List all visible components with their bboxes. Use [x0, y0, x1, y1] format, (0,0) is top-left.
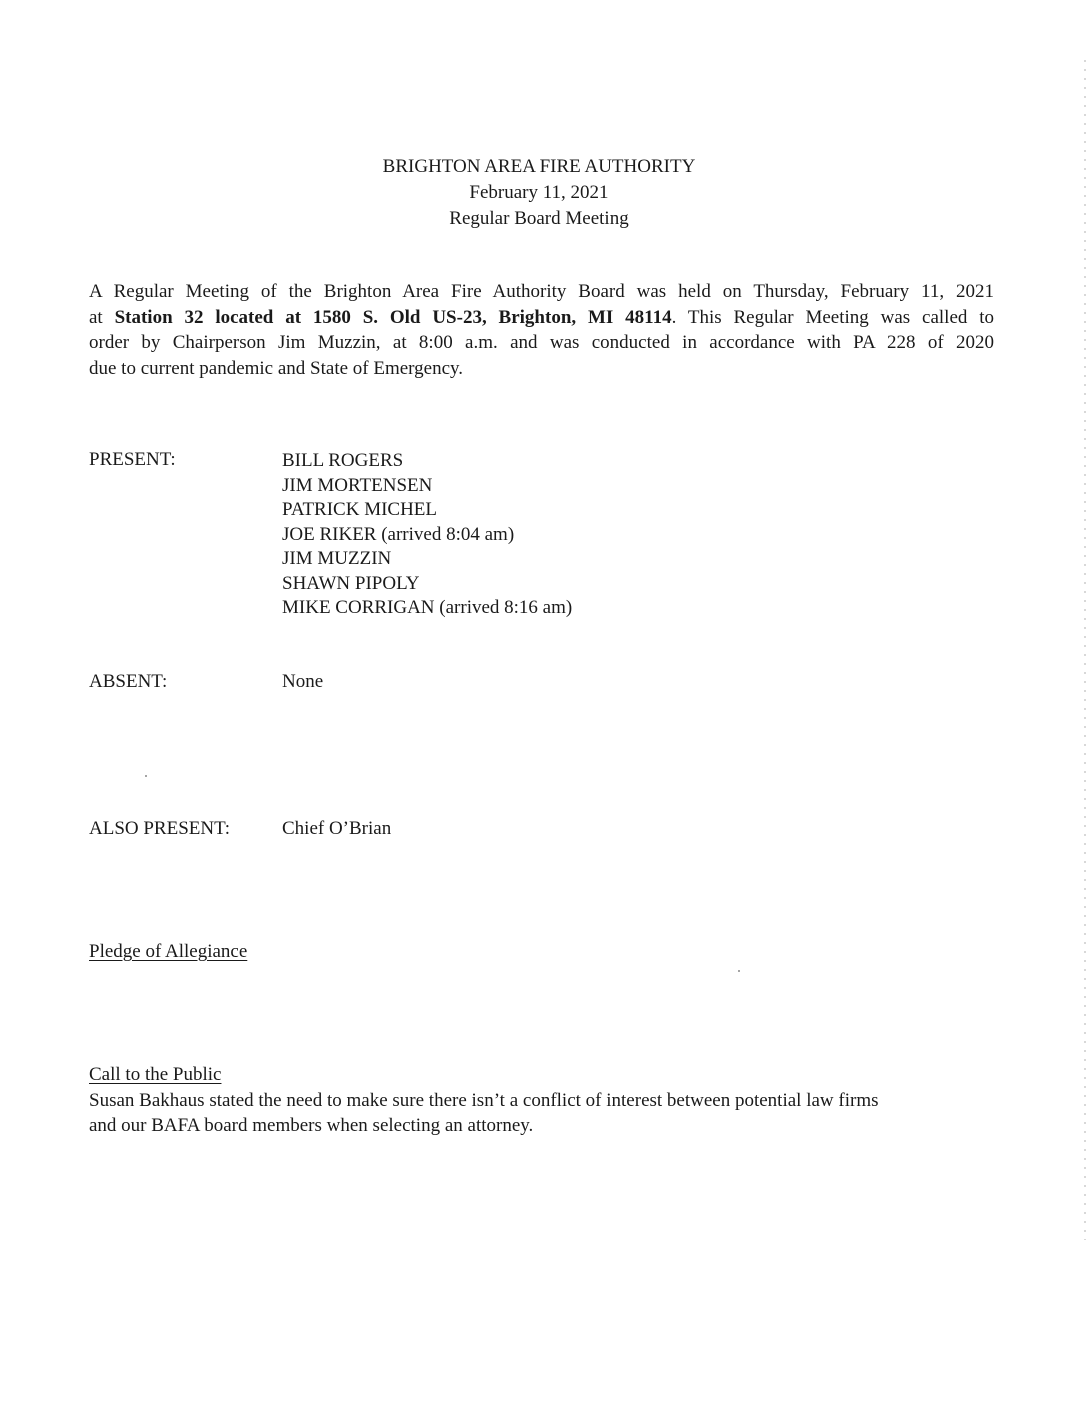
intro-line-1: A Regular Meeting of the Brighton Area Fire Authority Board was held on Thursday, February 11, 2021 — [89, 281, 994, 302]
scan-speck — [738, 970, 740, 972]
pledge-heading: Pledge of Allegiance — [89, 941, 248, 962]
member-item: JOE RIKER (arrived 8:04 am) — [282, 523, 515, 545]
absent-label: ABSENT: — [89, 671, 168, 692]
scan-edge-marks — [1084, 60, 1086, 1240]
intro-paragraph — [89, 279, 994, 381]
present-label: PRESENT: — [89, 449, 176, 470]
intro-line-4: due to current pandemic and State of Emergency. — [89, 357, 464, 379]
also-present-label: ALSO PRESENT: — [89, 818, 231, 839]
also-present-value: Chief O’Brian — [282, 818, 392, 839]
member-item: JIM MUZZIN — [282, 548, 392, 569]
member-item: BILL ROGERS — [282, 450, 404, 471]
call-to-public-heading: Call to the Public — [89, 1064, 222, 1085]
call-to-public-line-1: Susan Bakhaus stated the need to make sure there isn’t a conflict of interest between potential law firms — [89, 1090, 879, 1111]
absent-value: None — [282, 671, 324, 692]
meeting-location: Station 32 located at 1580 S. Old US-23, Brighton, MI 48114 — [114, 306, 672, 328]
call-to-public-paragraph — [89, 1088, 979, 1138]
intro-line-2-prefix: at — [89, 306, 115, 328]
member-item: JIM MORTENSEN — [282, 474, 433, 496]
intro-line-3: order by Chairperson Jim Muzzin, at 8:00 a.m. and was conducted in accordance with PA 228 of 2020 — [89, 332, 994, 353]
present-members-list — [282, 449, 572, 621]
document-header — [0, 154, 1078, 232]
member-item: MIKE CORRIGAN (arrived 8:16 am) — [282, 597, 573, 618]
meeting-date: February 11, 2021 — [469, 182, 609, 203]
intro-line-2 — [89, 305, 994, 331]
member-item: PATRICK MICHEL — [282, 499, 438, 520]
scan-speck — [145, 775, 147, 777]
meeting-type: Regular Board Meeting — [449, 208, 629, 229]
call-to-public-line-2: and our BAFA board members when selecting an attorney. — [89, 1115, 534, 1136]
intro-line-2-suffix: . This Regular Meeting was called to — [671, 306, 994, 328]
organization-title: BRIGHTON AREA FIRE AUTHORITY — [382, 156, 696, 177]
member-item: SHAWN PIPOLY — [282, 572, 420, 594]
